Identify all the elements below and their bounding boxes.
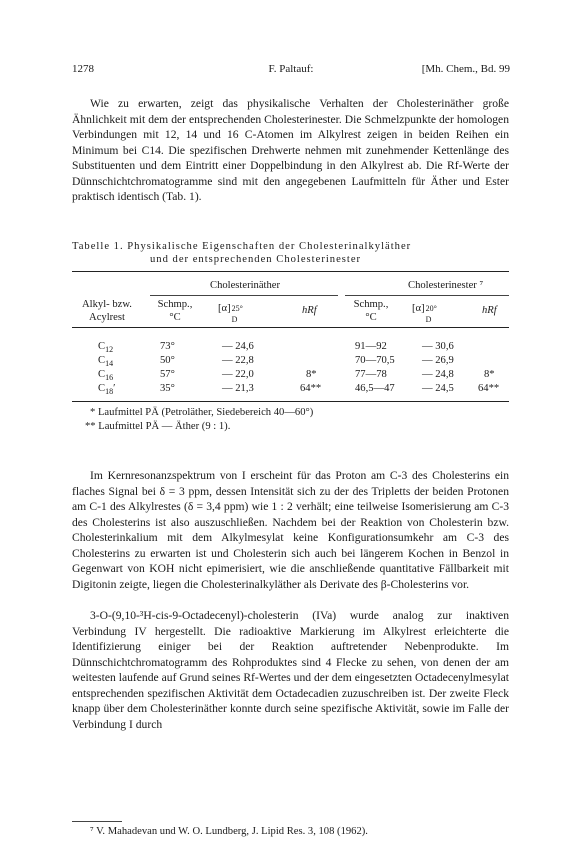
paragraph-1: Wie zu erwarten, zeigt das physikalische Verhalten der Cholesterinäther große Ähnlichkeit mit dem der entsprechenden Cholesterinester. Die Schmelzpunkte der homologen Verbindungen mit 12, 14 und 16 C-Atomen im Alkylrest zeigen in beiden Reihen ein Minimum bei C14. Die spezifischen Drehwerte nehmen mit zunehmender Kettenlänge des Substituenten und dem Eintritt einer Doppelbindung in den Alkylrest ab. Die Rf-Werte der Dünnschichtchromatogramme sind mit den angegebenen Laufmitteln für Äther und Ester praktisch identisch (Tab. 1).: [72, 97, 509, 203]
table-header-rule: [72, 327, 509, 328]
table-bottom-rule: [72, 401, 509, 402]
col-header-rot-ether: [α] 25° D: [218, 303, 243, 324]
col-header-mp-ester: Schmp., °C: [353, 299, 389, 323]
table-cell: 64**: [478, 383, 500, 394]
table-cell: 91—92: [355, 341, 387, 352]
author-header: F. Paltauf:: [268, 63, 314, 75]
paragraph-2: Im Kernresonanzspektrum von I erscheint für das Proton am C-3 des Cholesterins ein flaches Signal bei δ = 3 ppm, dessen Intensität sich zu der des Tripletts der beiden Protonen am C-1 des Alkylrestes (δ = 3,4 ppm) wie 1 : 2 verhält; eine teilweise Isomerisierung am C-3 des Cholesterins ist also auszuschließen. Nachdem bei der Reaktion von Cholesterin bzw. Cholesterinkalium mit dem Alkylmesylat keine Konfigurationsumkehr am C-3 des Cholesterins zu erwarten ist und Cholesterin sich auch bei längerem Kochen in Benzol in Gegenwart von KOH nicht epimerisiert, wie die anschließende quantitative Fällbarkeit mit Digitonin zeigte, liegen die Cholesterinalkyläther als Derivate des β-Cholesterins vor.: [72, 469, 509, 591]
table-cell: — 24,6: [222, 341, 254, 352]
page-number: 1278: [72, 63, 94, 75]
col-header-alkyl: Alkyl- bzw. Acylrest: [82, 299, 132, 323]
table-cell: — 24,8: [422, 369, 454, 380]
col-header-rot-ester: [α] 20° D: [412, 303, 437, 324]
table-cell: — 30,6: [422, 341, 454, 352]
table-cell: 77—78: [355, 369, 387, 380]
table-cell: 70—70,5: [355, 355, 395, 366]
table-cell: 46,5—47: [355, 383, 395, 394]
table-cell: 8*: [484, 369, 495, 380]
page-footnote: ⁷ V. Mahadevan und W. O. Lundberg, J. Lipid Res. 3, 108 (1962).: [90, 826, 368, 837]
running-header: [72, 63, 510, 77]
table-caption: [72, 240, 509, 266]
table-cell: 35°: [160, 383, 175, 394]
journal-header: [Mh. Chem., Bd. 99: [421, 63, 510, 75]
table-cell: — 22,8: [222, 355, 254, 366]
col-header-rf-ester: hRf: [482, 305, 497, 316]
table-row: $C_{18}'$: [98, 383, 116, 397]
table-cell: — 21,3: [222, 383, 254, 394]
table-cell: 8*: [306, 369, 317, 380]
table-top-rule: [72, 271, 509, 272]
table-cell: — 24,5: [422, 383, 454, 394]
table-footnote-1: * Laufmittel PÄ (Petroläther, Siedebereich 40—60°): [90, 407, 314, 418]
table-caption-line1: Tabelle 1. Physikalische Eigenschaften der Cholesterinalkyläther: [72, 241, 412, 252]
col-header-rf-ether: hRf: [302, 305, 317, 316]
paragraph-3: 3-O-(9,10-³H-cis-9-Octadecenyl)-cholesterin (IVa) wurde analog zur inaktiven Verbindung IV hergestellt. Die radioaktive Markierung im Alkylrest erleichterte die Identifizierung einiger bei der Reaktion auftretender Nebenprodukte. Im Dünnschichtchromatogramm des Rohproduktes sind 4 Flecke zu sehen, von denen der am weitesten laufende auf Grund seines Rf-Wertes und der dem eingesetzten Octadecenylmesylat entsprechenden spezifischen Aktivität dem Octadecadien zuzuschreiben ist. Der zweite Fleck knapp über dem Cholesterinäther konnte durch seine spezifische Aktivität, sowie im Falle der Verbindung I durch: [72, 609, 509, 731]
group-rule-ester: [345, 295, 509, 296]
col-header-mp-ether: Schmp., °C: [157, 299, 193, 323]
table-cell: — 26,9: [422, 355, 454, 366]
table-cell: 64**: [300, 383, 322, 394]
group-header-ether: Cholesterinäther: [210, 280, 281, 291]
table-cell: 57°: [160, 369, 175, 380]
table-cell: 73°: [160, 341, 175, 352]
table-footnote-2: ** Laufmittel PÄ — Äther (9 : 1).: [85, 421, 231, 432]
table-cell: — 22,0: [222, 369, 254, 380]
group-rule-ether: [150, 295, 338, 296]
table-row: $C_{14}$: [98, 355, 114, 369]
footnote-rule: [72, 821, 122, 822]
table-cell: 50°: [160, 355, 175, 366]
table-caption-line2: und der entsprechenden Cholesterinester: [150, 254, 362, 265]
table-row: $C_{12}$: [98, 341, 114, 355]
group-header-ester: Cholesterinester ⁷: [408, 280, 484, 291]
table-row: $C_{16}$: [98, 369, 114, 383]
